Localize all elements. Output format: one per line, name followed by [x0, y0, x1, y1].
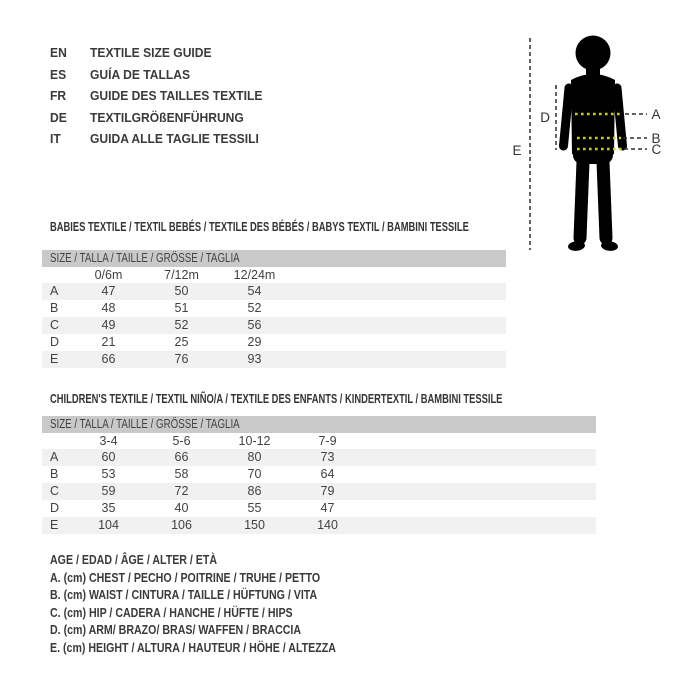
children-size-table: [42, 416, 596, 534]
row-label: D: [50, 501, 60, 515]
column-header: 0/6m: [94, 267, 123, 282]
table-row: [42, 500, 596, 517]
table-row: [42, 283, 506, 300]
row-label: E: [50, 352, 59, 366]
table-cell: 64: [320, 467, 335, 481]
table-cell: 47: [101, 284, 116, 298]
row-label: E: [50, 518, 59, 532]
language-code: ES: [50, 66, 67, 82]
table-cell: 51: [174, 301, 189, 315]
language-list: [50, 42, 275, 150]
language-code: DE: [50, 109, 67, 125]
table-cell: 52: [247, 301, 262, 315]
row-label: B: [50, 301, 59, 315]
silhouette-left-arm: [564, 88, 570, 146]
table-row: [42, 483, 596, 500]
table-cell: 86: [247, 484, 262, 498]
table-row: [42, 351, 506, 368]
table-cell: 106: [171, 518, 192, 532]
language-title: TEXTILE SIZE GUIDE: [90, 45, 212, 61]
table-column-header: [42, 433, 596, 450]
table-cell: 60: [101, 450, 116, 464]
table-row: [42, 334, 506, 351]
table-cell: 66: [174, 450, 189, 464]
table-cell: 150: [244, 518, 265, 532]
table-size-header: SIZE / TALLA / TAILLE / GRÖSSE / TAGLIA: [42, 416, 596, 433]
language-code: EN: [50, 45, 67, 61]
column-header: 5-6: [172, 433, 191, 448]
table-cell: 25: [174, 335, 189, 349]
legend-line: C. (cm) HIP / CADERA / HANCHE / HÜFTE / HIPS: [50, 605, 293, 620]
language-row: [50, 85, 275, 107]
table-cell: 73: [320, 450, 335, 464]
column-header: 7-9: [318, 433, 337, 448]
table-row: [42, 466, 596, 483]
table-cell: 49: [101, 318, 116, 332]
table-cell: 56: [247, 318, 262, 332]
table-cell: 40: [174, 501, 189, 515]
label-c: C: [651, 142, 662, 157]
table-cell: 35: [101, 501, 116, 515]
language-row: [50, 128, 275, 150]
table-row: [42, 449, 596, 466]
column-header: 10-12: [238, 433, 271, 448]
children-section-title: CHILDREN'S TEXTILE / TEXTIL NIÑO/A / TEXTILE DES ENFANTS / KINDERTEXTIL / BAMBINI TESSILE: [50, 391, 503, 406]
babies-size-table: [42, 250, 506, 368]
babies-section-title: BABIES TEXTILE / TEXTIL BEBÉS / TEXTILE DES BÉBÉS / BABYS TEXTIL / BAMBINI TESSILE: [50, 219, 469, 234]
table-cell: 59: [101, 484, 116, 498]
table-cell: 76: [174, 352, 189, 366]
table-row: [42, 300, 506, 317]
row-label: B: [50, 467, 59, 481]
language-row: [50, 107, 275, 129]
language-code: FR: [50, 88, 67, 104]
language-title: GUIDA ALLE TAGLIE TESSILI: [90, 131, 259, 147]
table-cell: 104: [98, 518, 119, 532]
table-size-header: SIZE / TALLA / TAILLE / GRÖSSE / TAGLIA: [42, 250, 506, 267]
row-label: A: [50, 450, 59, 464]
table-cell: 93: [247, 352, 262, 366]
measurement-legend: [50, 552, 386, 657]
legend-line: E. (cm) HEIGHT / ALTURA / HAUTEUR / HÖHE / ALTEZZA: [50, 640, 336, 655]
table-cell: 140: [317, 518, 338, 532]
table-cell: 55: [247, 501, 262, 515]
table-row: [42, 517, 596, 534]
table-cell: 54: [247, 284, 262, 298]
column-header: 7/12m: [164, 267, 199, 282]
table-cell: 29: [247, 335, 262, 349]
column-header: 3-4: [99, 433, 118, 448]
table-cell: 66: [101, 352, 116, 366]
table-cell: 53: [101, 467, 116, 481]
language-row: [50, 64, 275, 86]
language-row: [50, 42, 275, 64]
legend-line: A. (cm) CHEST / PECHO / POITRINE / TRUHE / PETTO: [50, 570, 321, 585]
language-title: GUIDE DES TAILLES TEXTILE: [90, 88, 263, 104]
row-label: D: [50, 335, 60, 349]
language-title: GUÍA DE TALLAS: [90, 66, 191, 82]
table-cell: 70: [247, 467, 262, 481]
table-cell: 21: [101, 335, 116, 349]
table-cell: 72: [174, 484, 189, 498]
label-e: E: [512, 143, 522, 158]
label-d: D: [540, 110, 550, 125]
row-label: C: [50, 318, 60, 332]
table-cell: 58: [174, 467, 189, 481]
language-title: TEXTILGRÖßENFÜHRUNG: [90, 109, 244, 125]
label-a: A: [651, 107, 661, 122]
row-label: A: [50, 284, 59, 298]
row-label: C: [50, 484, 60, 498]
table-column-header: [42, 267, 506, 284]
language-code: IT: [50, 131, 61, 147]
label-b: B: [651, 131, 661, 146]
table-cell: 48: [101, 301, 116, 315]
legend-line: AGE / EDAD / ÂGE / ALTER / ETÀ: [50, 553, 218, 567]
table-cell: 52: [174, 318, 189, 332]
table-cell: 80: [247, 450, 262, 464]
table-cell: 47: [320, 501, 335, 515]
legend-line: B. (cm) WAIST / CINTURA / TAILLE / HÜFTUNG / VITA: [50, 588, 318, 602]
column-header: 12/24m: [233, 267, 276, 282]
table-row: [42, 317, 506, 334]
table-cell: 50: [174, 284, 189, 298]
legend-line: D. (cm) ARM/ BRAZO/ BRAS/ WAFFEN / BRACCIA: [50, 623, 302, 637]
table-cell: 79: [320, 484, 335, 498]
